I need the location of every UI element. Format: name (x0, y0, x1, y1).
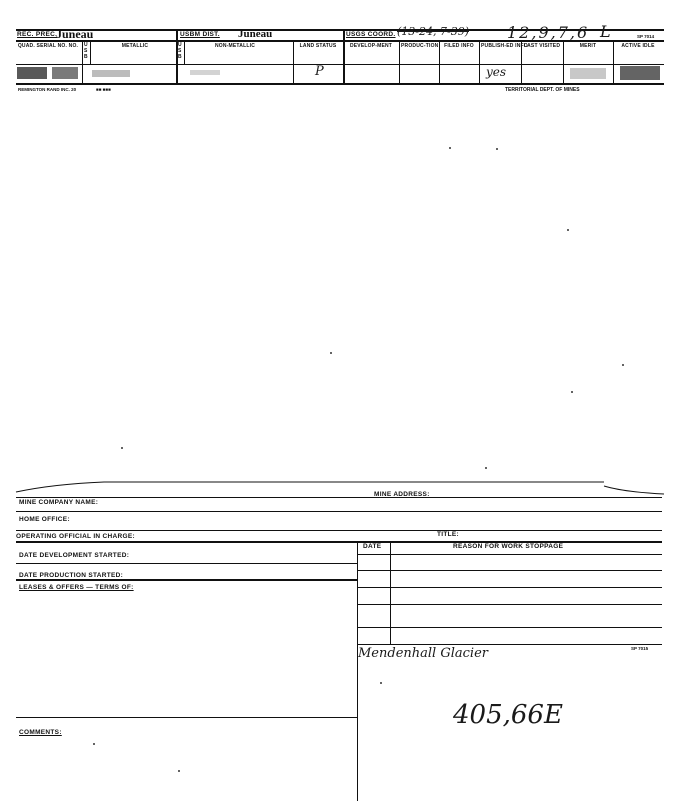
col-divider-5 (399, 40, 400, 83)
serial-marks-2 (52, 67, 78, 79)
handwritten-location: Mendenhall Glacier (358, 646, 488, 661)
merit-marks (570, 68, 606, 79)
form-top-edge (14, 478, 664, 498)
speck (380, 682, 382, 684)
production-header: PRODUC-TION (401, 43, 439, 49)
col-divider-10 (613, 40, 614, 83)
published-info-value: yes (486, 65, 507, 79)
speck (93, 743, 95, 745)
comments-line (16, 717, 357, 718)
development-header: DEVELOP-MENT (349, 43, 393, 49)
usb-letters-header: U S B (84, 42, 88, 60)
metallic-header: METALLIC (121, 43, 149, 49)
last-visited-header: LAST VISITED (523, 43, 561, 49)
date-production-label: DATE PRODUCTION STARTED: (19, 572, 124, 579)
speck (178, 770, 180, 772)
divider-usgs (343, 29, 345, 83)
data-row-border-top (16, 64, 664, 65)
official-line (16, 530, 662, 531)
home-office-line (16, 511, 662, 512)
filed-info-header: FILED INFO (444, 43, 474, 49)
printer-line: REMINGTON RAND INC. 20 (18, 87, 77, 92)
speck (330, 352, 332, 354)
usbm-dist-value: Juneau (238, 28, 273, 40)
col-divider-7 (479, 40, 480, 83)
speck (567, 229, 569, 231)
speck (571, 391, 573, 393)
col-divider-2 (90, 40, 91, 64)
usgs-coord-struck: (13-24, 7-39) (397, 25, 469, 38)
col-divider-1 (82, 40, 83, 83)
stoppage-row-2 (357, 570, 662, 571)
active-idle-header: ACTIVE IDLE (621, 43, 655, 49)
serial-marks (17, 67, 47, 79)
speck (496, 148, 498, 150)
bottom-form-number: SP 7015 (631, 646, 649, 651)
non-metallic-header: NON-METALLIC (214, 43, 256, 49)
land-status-mark: P (315, 64, 324, 79)
date-column-divider (390, 541, 391, 645)
top-card-border-bottom (16, 83, 664, 85)
comments-label: COMMENTS: (19, 729, 62, 736)
usgs-coord-value: 12,9,7,6 (507, 23, 590, 42)
speck (485, 467, 487, 469)
stoppage-row-1 (357, 554, 662, 555)
col-divider-4 (293, 40, 294, 83)
speck (121, 447, 123, 449)
non-metallic-marks (190, 70, 220, 75)
speck (449, 147, 451, 149)
department-line: TERRITORIAL DEPT. OF MINES (505, 87, 580, 93)
development-line (16, 563, 357, 564)
merit-header: MERIT (579, 43, 597, 49)
title-label: TITLE: (437, 531, 460, 538)
usgs-coord-label: USGS COORD. (346, 31, 396, 38)
usb-letters-header-2: U S B (178, 42, 182, 60)
company-line (16, 497, 662, 498)
land-status-header: LAND STATUS (299, 43, 337, 49)
quad-serial-header: QUAD. SERIAL NO. NO. (17, 43, 79, 49)
rec-prec-value: Juneau (56, 27, 94, 41)
col-divider-3 (184, 40, 185, 64)
col-divider-8 (521, 40, 522, 83)
rec-prec-label: REC. PREC. (17, 31, 58, 38)
active-idle-marks (620, 66, 660, 80)
operating-official-label: OPERATING OFFICIAL IN CHARGE: (16, 533, 135, 540)
published-info-header: PUBLISH-ED INFO (481, 43, 528, 49)
handwritten-number: 405,66E (453, 700, 563, 730)
date-development-label: DATE DEVELOPMENT STARTED: (19, 552, 130, 559)
col-divider-9 (563, 40, 564, 83)
stoppage-header-line (16, 541, 662, 543)
usgs-coord-letter: L (600, 22, 611, 41)
stoppage-row-3 (357, 587, 662, 588)
date-label: DATE (363, 543, 382, 550)
production-line (16, 579, 357, 581)
home-office-label: HOME OFFICE: (19, 516, 70, 523)
col-divider-6 (439, 40, 440, 83)
printer-code: ■■ ■■■ (96, 87, 111, 92)
stoppage-left-divider (357, 541, 358, 801)
leases-label: LEASES & OFFERS — TERMS OF: (19, 584, 134, 591)
reason-label: REASON FOR WORK STOPPAGE (453, 543, 564, 550)
mine-company-name-label: MINE COMPANY NAME: (19, 499, 99, 506)
stoppage-row-5 (357, 627, 662, 628)
speck (622, 364, 624, 366)
usbm-dist-label: USBM DIST. (180, 31, 220, 38)
stoppage-row-4 (357, 604, 662, 605)
top-form-number: SP 7014 (637, 34, 655, 39)
stoppage-row-6 (357, 644, 662, 645)
mine-address-label: MINE ADDRESS: (374, 491, 430, 498)
metallic-marks (92, 70, 130, 77)
